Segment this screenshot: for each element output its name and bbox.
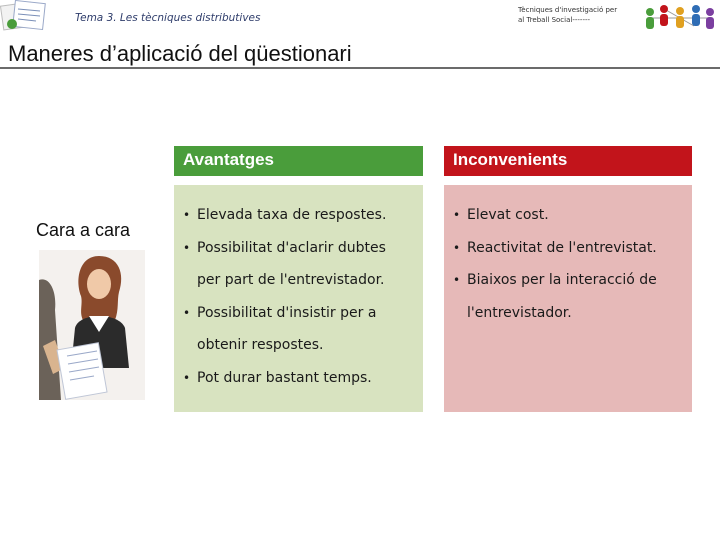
disadvantages-list <box>444 185 692 329</box>
subject-title-line1: Tècniques d'investigació per <box>518 6 618 14</box>
subject-title <box>518 5 640 25</box>
list-item <box>453 232 692 265</box>
list-item <box>183 297 423 362</box>
list-item-line: l'entrevistador. <box>467 304 572 321</box>
list-item-line: • Possibilitat d'aclarir dubtes <box>197 239 386 256</box>
documents-logo-icon <box>0 0 52 34</box>
list-item-line: • Elevada taxa de respostes. <box>197 207 387 223</box>
list-item-line: obtenir respostes. <box>197 337 324 353</box>
list-item-line: • Pot durar bastant temps. <box>197 369 372 386</box>
advantages-list <box>174 185 423 394</box>
list-item <box>453 264 692 329</box>
list-item-line: • Possibilitat d'insistir per a <box>197 304 377 321</box>
list-item-line: per part de l'entrevistador. <box>197 272 385 288</box>
row-label: Cara a cara <box>36 220 131 240</box>
people-network-icon <box>642 2 718 34</box>
interview-photo <box>39 250 145 400</box>
page-title: Maneres d’aplicació del qüestionari <box>8 41 352 66</box>
advantages-header: Avantatges <box>174 146 423 176</box>
list-item <box>183 362 423 395</box>
advantages-panel <box>174 185 423 412</box>
list-item <box>453 199 692 232</box>
list-item <box>183 199 423 232</box>
list-item-line: • Reactivitat de l'entrevistat. <box>467 239 657 256</box>
list-item <box>183 232 423 297</box>
slide-header <box>0 0 720 36</box>
list-item-line: • Biaixos per la interacció de <box>467 272 657 288</box>
disadvantages-panel <box>444 185 692 412</box>
list-item-line: • Elevat cost. <box>467 207 549 223</box>
course-title: Tema 3. Les tècniques distributives <box>75 12 261 24</box>
title-divider <box>0 67 720 69</box>
disadvantages-header: Inconvenients <box>444 146 692 176</box>
subject-title-line2: al Treball Social------- <box>518 16 591 24</box>
